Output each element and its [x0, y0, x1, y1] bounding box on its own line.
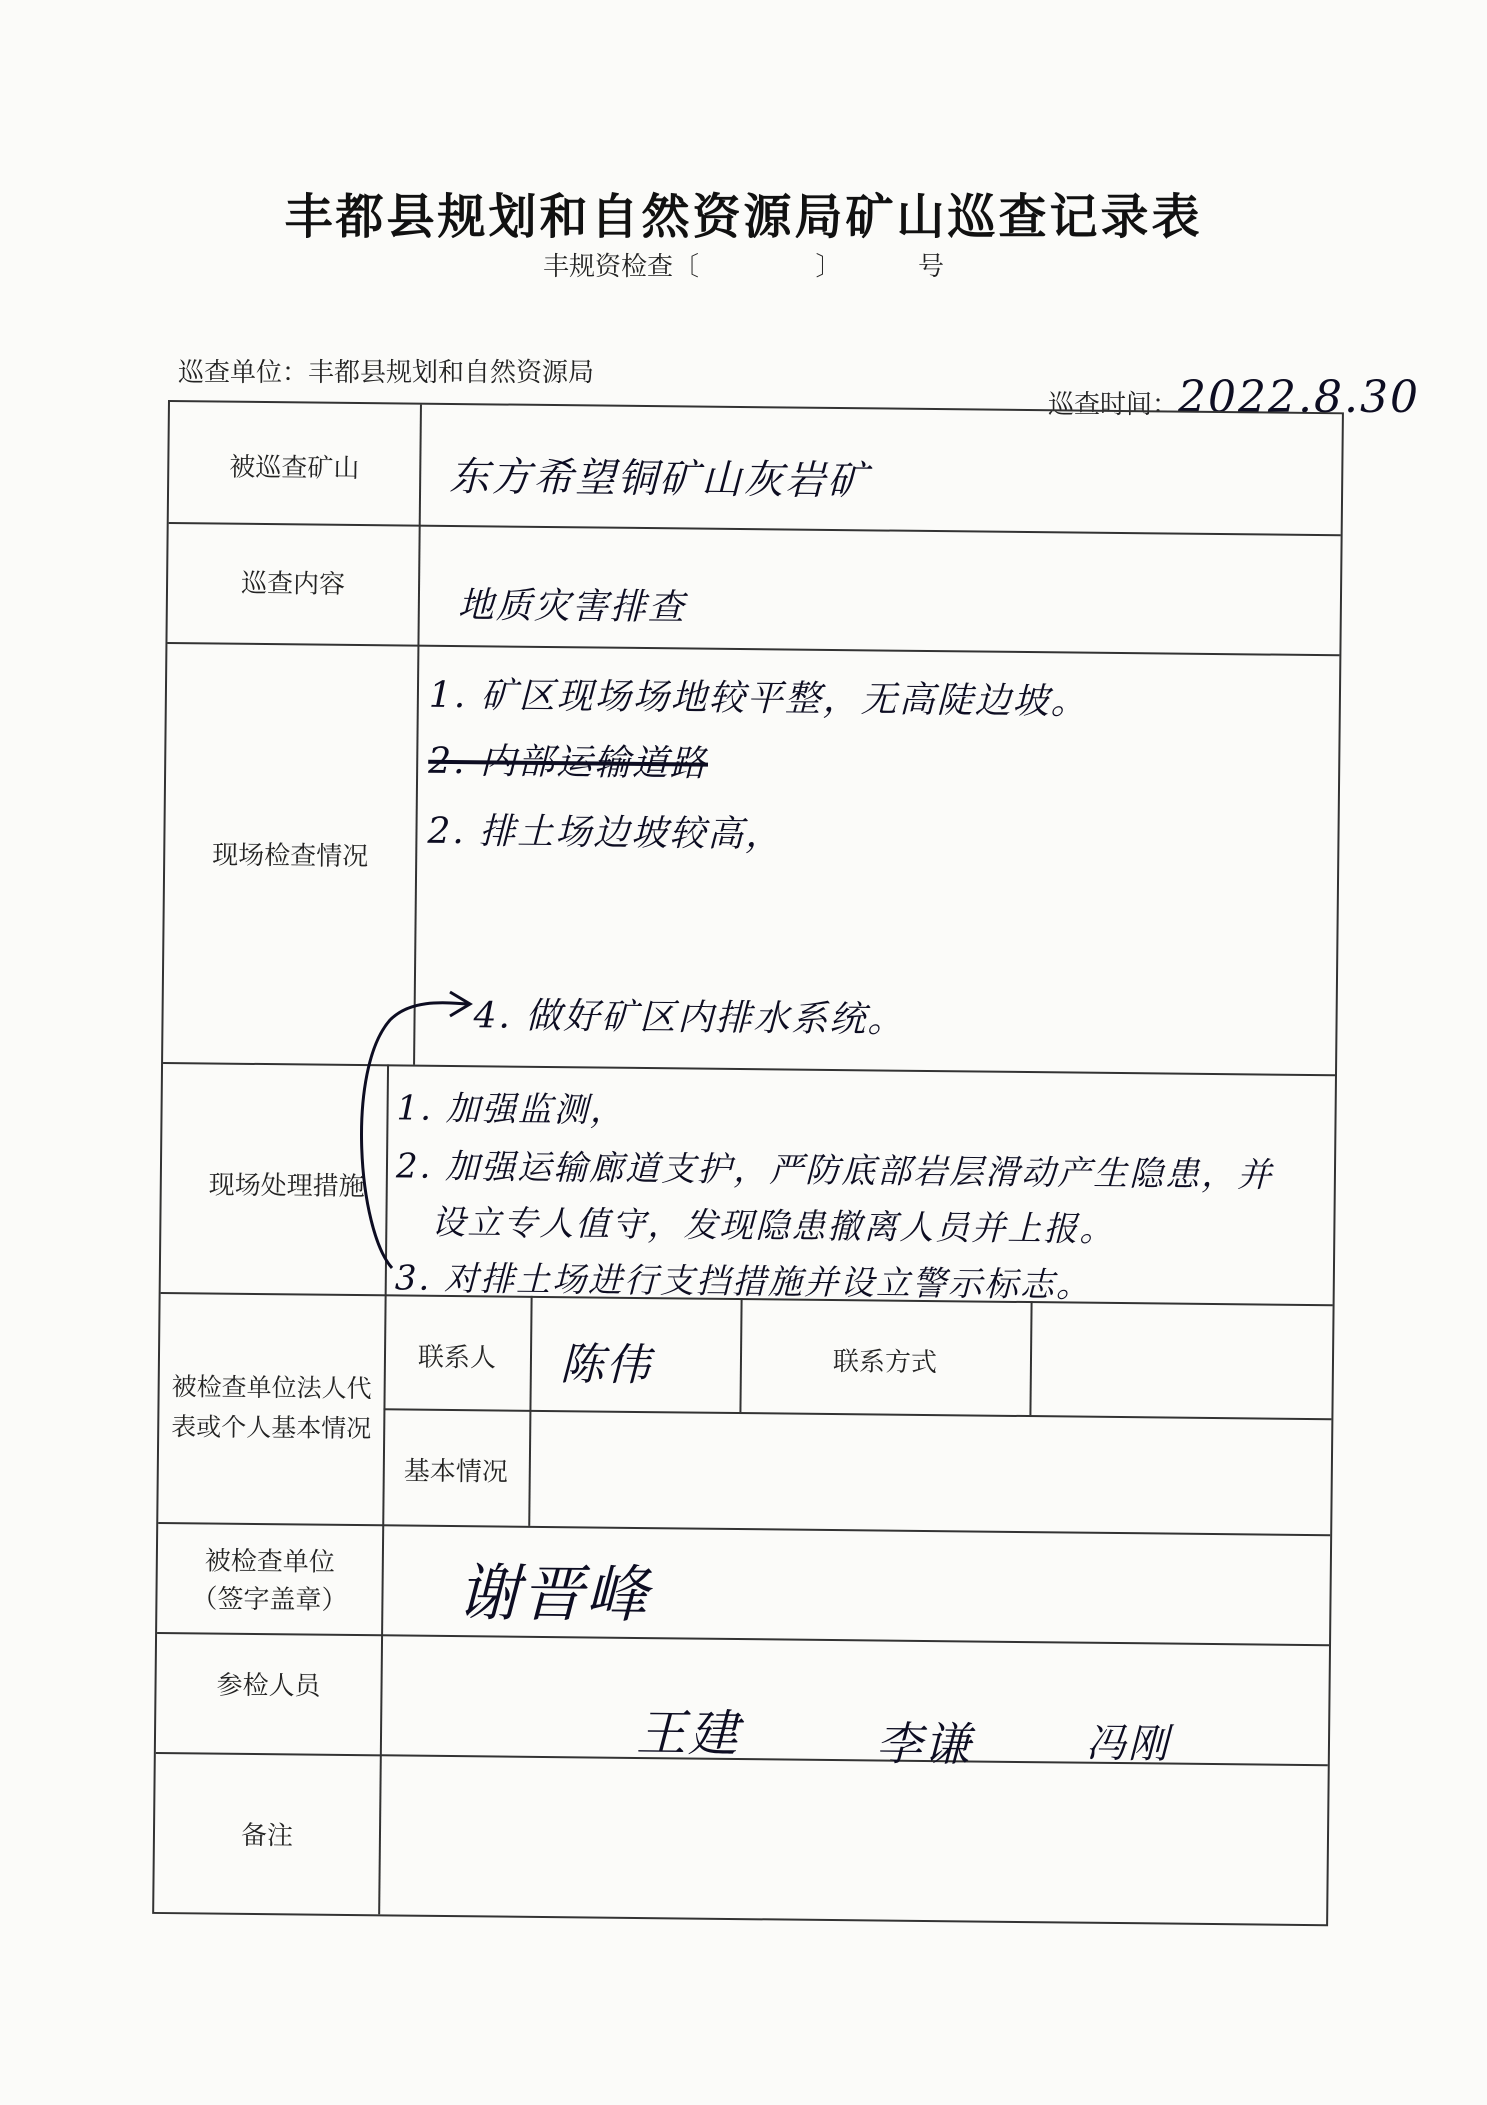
- content-value: 地质灾害排查: [457, 585, 687, 629]
- unit-value: 丰都县规划和自然资源局: [308, 358, 595, 388]
- doc-no-prefix: 丰规资检查〔: [542, 252, 699, 282]
- situation-label: 现场检查情况: [212, 840, 369, 873]
- inspector-signature-3: 冯刚: [1085, 1720, 1171, 1768]
- unit-signature: 谢晋峰: [457, 1556, 650, 1632]
- handwritten-arrow-icon: [350, 990, 490, 1290]
- sign-label-line1: 被检查单位: [204, 1546, 335, 1578]
- doc-no-hao: 号: [918, 252, 945, 282]
- remarks-label: 备注: [240, 1820, 294, 1852]
- situation-item-struck: 2. 内部运输道路: [428, 740, 709, 785]
- form-title: 丰都县规划和自然资源局矿山巡查记录表: [284, 189, 1203, 245]
- measures-label: 现场处理措施: [208, 1170, 365, 1203]
- legal-label-line1: 被检查单位法人代: [171, 1372, 372, 1404]
- inspector-signature-2: 李谦: [875, 1716, 973, 1772]
- unit-label: 巡查单位：: [178, 358, 309, 388]
- contact-label: 联系人: [417, 1342, 497, 1374]
- time-label: 巡查时间：: [1048, 390, 1179, 420]
- mine-label: 被巡查矿山: [229, 452, 360, 485]
- legal-label-line2: 表或个人基本情况: [171, 1412, 372, 1444]
- mine-value: 东方希望铜矿山灰岩矿: [448, 453, 870, 505]
- measures-item-3: 3. 对排土场进行支挡措施并设立警示标志。: [394, 1258, 1093, 1306]
- record-table: [152, 400, 1344, 1926]
- contact-value: 陈伟: [559, 1339, 653, 1392]
- content-label: 巡查内容: [240, 568, 346, 600]
- measures-item-2-cont: 设立专人值守，发现隐患撤离人员并上报。: [431, 1202, 1116, 1250]
- contact-method-label: 联系方式: [832, 1347, 938, 1379]
- situation-item-1: 1. 矿区现场场地较平整，无高陡边坡。: [428, 674, 1089, 723]
- basic-label: 基本情况: [403, 1456, 508, 1488]
- doc-no-suffix: 〕: [815, 252, 842, 282]
- time-value: 2022.8.30: [1178, 372, 1420, 423]
- measures-item-1: 1. 加强监测，: [396, 1088, 627, 1131]
- inspection-unit: [178, 352, 594, 389]
- measures-item-2: 2. 加强运输廊道支护，严防底部岩层滑动产生隐患，并: [395, 1146, 1274, 1196]
- situation-item-4: 4. 做好矿区内排水系统。: [473, 995, 906, 1041]
- inspectors-label: 参检人员: [216, 1670, 321, 1702]
- document-number: [0, 246, 1487, 283]
- sign-label-line2: （签字盖章）: [191, 1584, 348, 1616]
- situation-item-2: 2. 排土场边坡较高，: [427, 810, 784, 856]
- inspector-signature-1: 王建: [635, 1703, 741, 1764]
